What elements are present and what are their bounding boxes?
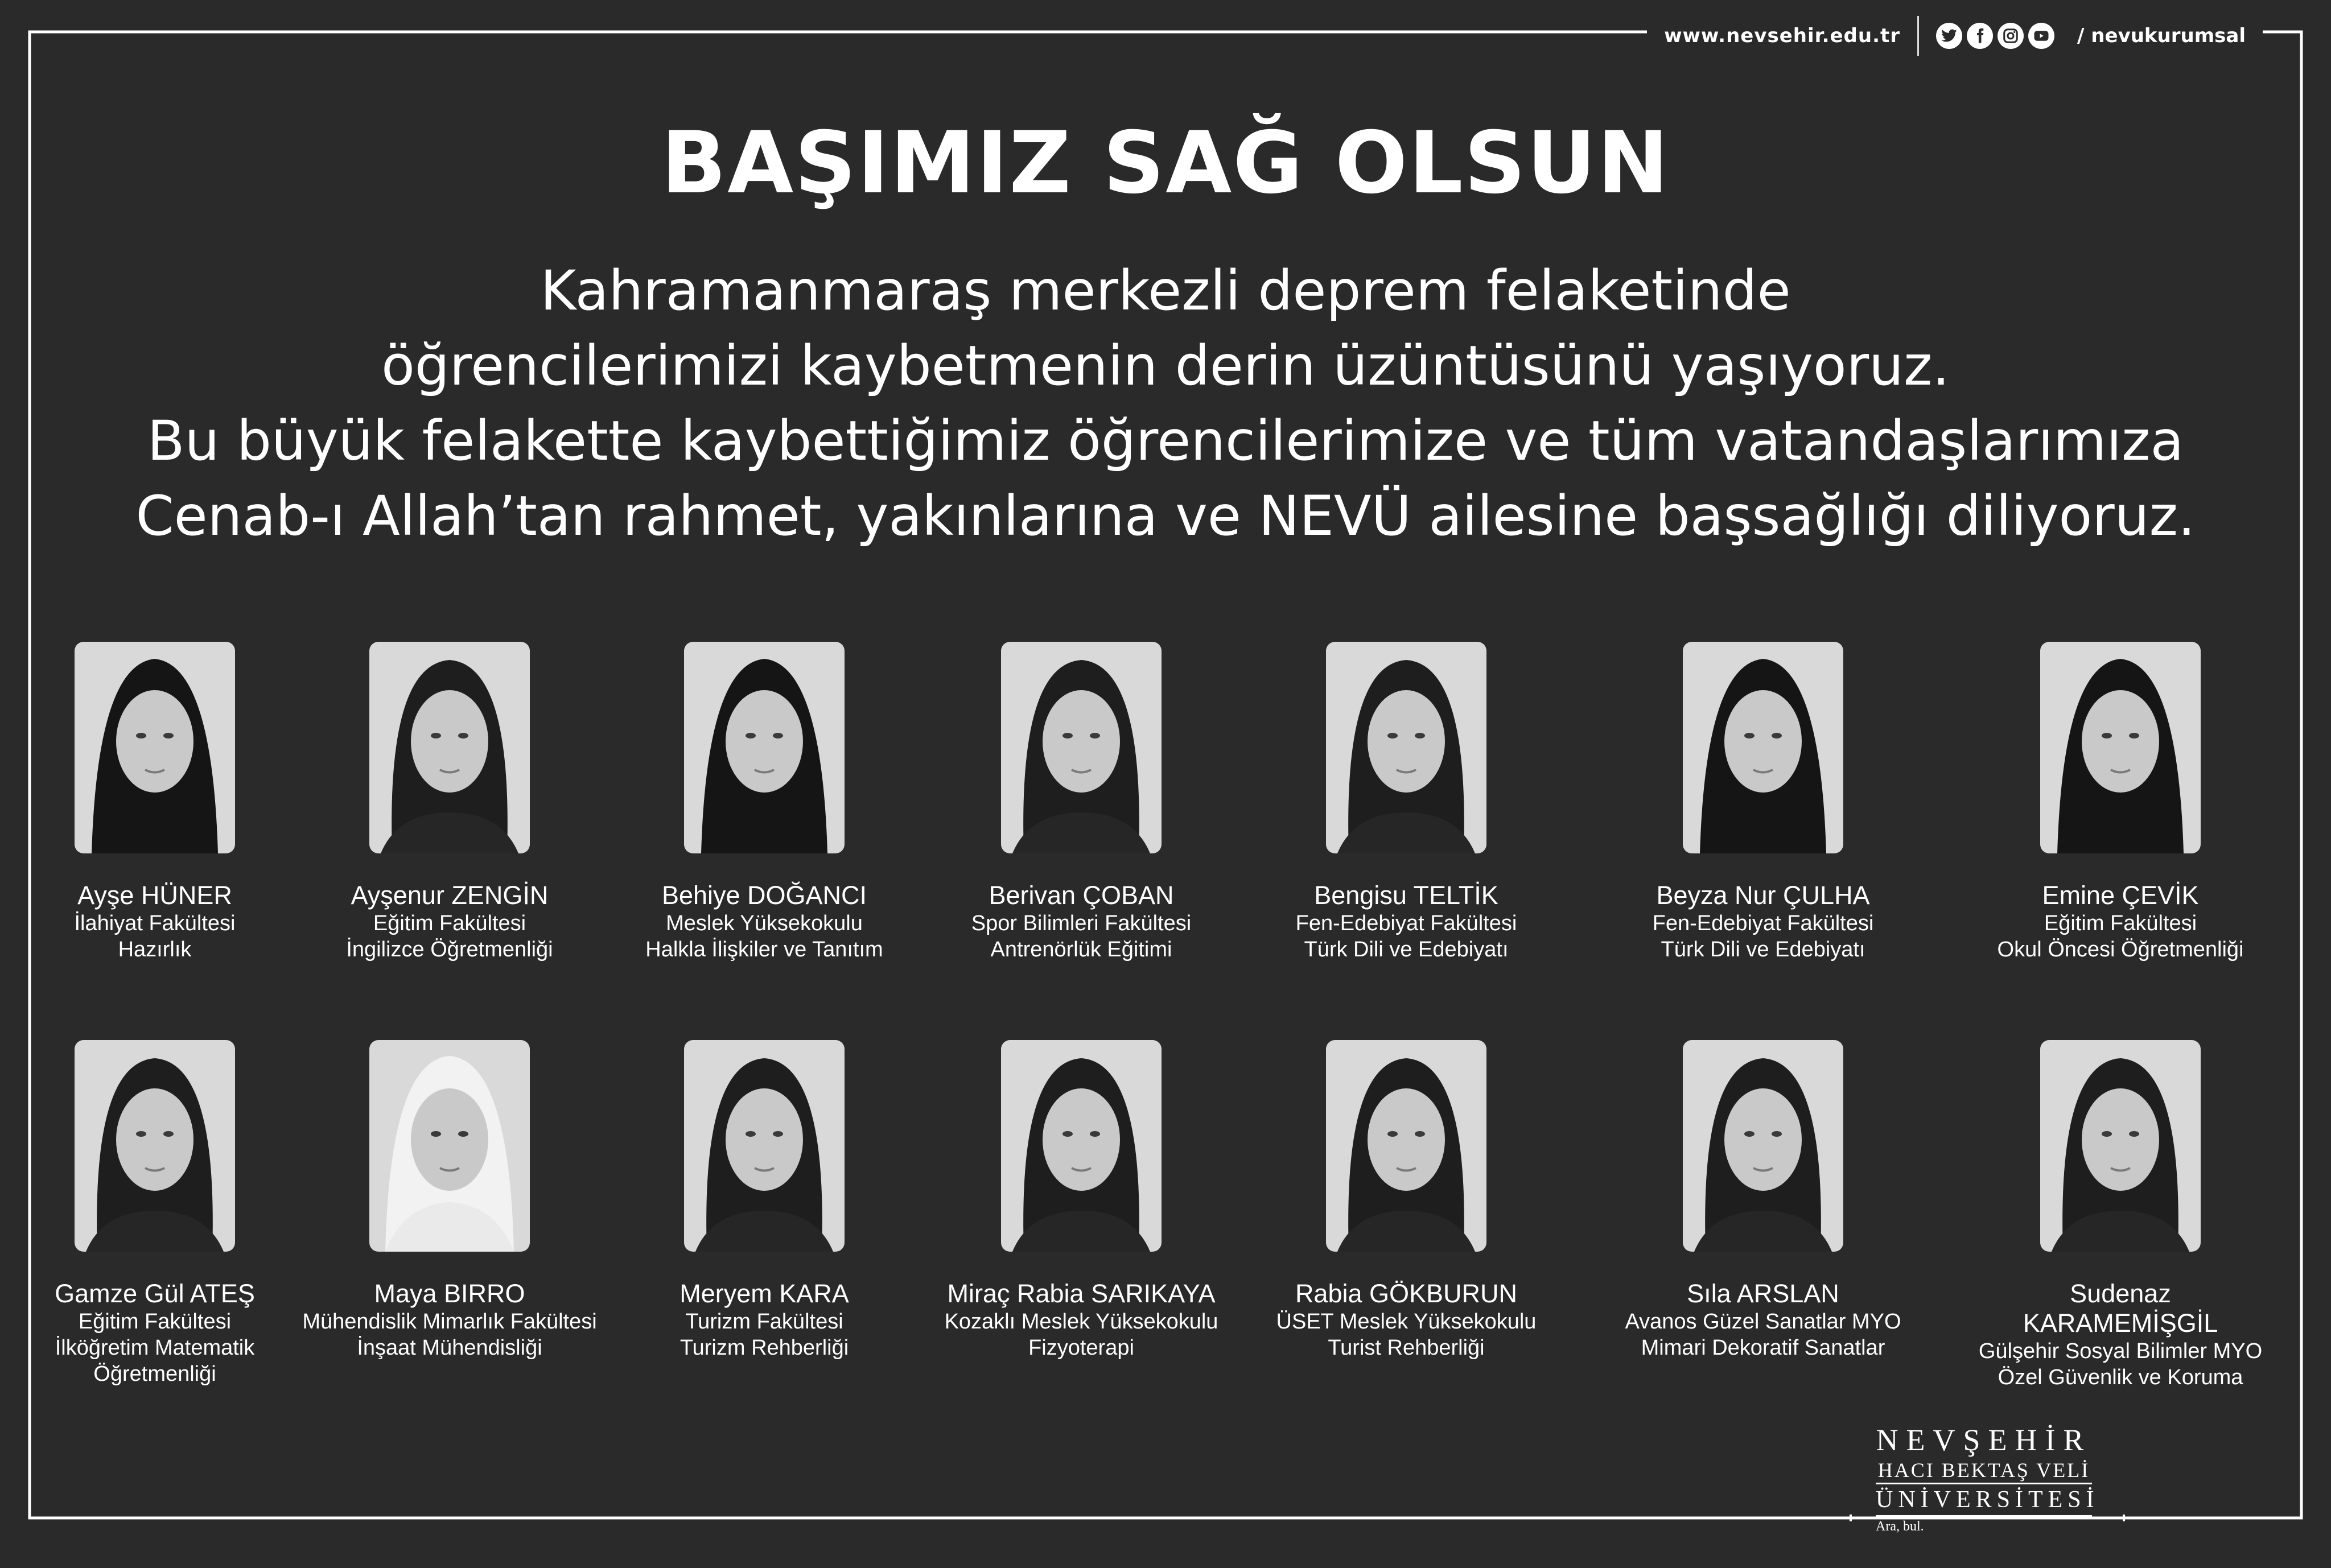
student-name: Miraç Rabia SARIKAYA (947, 1279, 1216, 1308)
student-name: Maya BIRRO (374, 1279, 525, 1308)
student-faculty: Kozaklı Meslek Yüksekokulu (944, 1310, 1218, 1334)
student-card (1972, 1040, 2268, 1390)
student-name: Gamze Gül ATEŞ (55, 1279, 255, 1308)
student-card (616, 1040, 912, 1361)
student-faculty: Eğitim Fakültesi (2044, 911, 2197, 935)
student-department: Öğretmenliği (93, 1362, 216, 1386)
student-department: Hazırlık (118, 938, 192, 962)
student-photo (369, 642, 530, 853)
student-photo (75, 1040, 235, 1252)
student-department: İnşaat Mühendisliği (357, 1336, 542, 1360)
student-faculty: Spor Bilimleri Fakültesi (971, 911, 1192, 935)
student-photo (2040, 1040, 2201, 1252)
student-card (7, 1040, 303, 1387)
student-department: Türk Dili ve Edebiyatı (1304, 938, 1509, 962)
logo-tagline: Ara, bul. (1876, 1519, 1924, 1534)
student-department: Turizm Rehberliği (679, 1336, 849, 1360)
student-department: Mimari Dekoratif Sanatlar (1641, 1336, 1885, 1360)
student-card (302, 1040, 598, 1361)
student-department: Türk Dili ve Edebiyatı (1661, 938, 1865, 962)
condolence-message (0, 253, 2331, 554)
student-name: Ayşe HÜNER (77, 881, 232, 910)
student-name: Berivan ÇOBAN (989, 881, 1174, 910)
student-card (1615, 1040, 1911, 1361)
student-faculty: Gülşehir Sosyal Bilimler MYO (1978, 1339, 2263, 1363)
student-name: Meryem KARA (679, 1279, 849, 1308)
student-name: Beyza Nur ÇULHA (1656, 881, 1870, 910)
facebook-icon[interactable] (1967, 23, 1993, 49)
student-photo (2040, 642, 2201, 853)
student-name: Emine ÇEVİK (2042, 881, 2199, 910)
logo-line: ÜNİVERSİTESİ (1876, 1483, 2092, 1517)
student-department: Okul Öncesi Öğretmenliği (1997, 938, 2244, 962)
message-line: Bu büyük felakette kaybettiğimiz öğrencilerimize ve tüm vatandaşlarımıza (147, 409, 2184, 473)
student-name: Sıla ARSLAN (1687, 1279, 1839, 1308)
student-card (933, 1040, 1229, 1361)
student-photo (1326, 642, 1486, 853)
student-photo (1326, 1040, 1486, 1252)
header-bar (1647, 16, 2263, 56)
student-faculty: ÜSET Meslek Yüksekokulu (1276, 1310, 1537, 1334)
logo-line: HACI BEKTAŞ VELİ (1877, 1459, 2090, 1482)
student-photo (75, 642, 235, 853)
student-card (302, 642, 598, 963)
student-card (7, 642, 303, 963)
student-faculty: İlahiyat Fakültesi (74, 911, 236, 935)
student-name: Ayşenur ZENGİN (351, 881, 549, 910)
student-department: Halkla İlişkiler ve Tanıtım (645, 938, 883, 962)
logo-line: NEVŞEHİR (1876, 1423, 2092, 1457)
student-card (933, 642, 1229, 963)
student-department: Fizyoterapi (1028, 1336, 1134, 1360)
student-name: Sudenaz KARAMEMİŞGİL (2023, 1279, 2218, 1338)
student-photo (1683, 1040, 1843, 1252)
student-department: İlköğretim Matematik (55, 1336, 255, 1360)
student-card (1258, 1040, 1554, 1361)
student-department: Turist Rehberliği (1328, 1336, 1485, 1360)
student-card (1615, 642, 1911, 963)
student-department: İngilizce Öğretmenliği (346, 938, 553, 962)
student-faculty: Mühendislik Mimarlık Fakültesi (302, 1310, 597, 1334)
message-line: öğrencilerimizi kaybetmenin derin üzüntüsünü yaşıyoruz. (381, 334, 1950, 398)
student-faculty: Fen-Edebiyat Fakültesi (1295, 911, 1517, 935)
student-name: Bengisu TELTİK (1314, 881, 1498, 910)
student-faculty: Meslek Yüksekokulu (666, 911, 863, 935)
youtube-icon[interactable] (2028, 23, 2054, 49)
page-title: BAŞIMIZ SAĞ OLSUN (661, 114, 1670, 213)
student-department: Antrenörlük Eğitimi (990, 938, 1172, 962)
student-photo (684, 1040, 845, 1252)
student-name: Behiye DOĞANCI (661, 881, 867, 910)
twitter-icon[interactable] (1936, 23, 1962, 49)
student-photo (1001, 1040, 1162, 1252)
student-department: Özel Güvenlik ve Koruma (1998, 1365, 2243, 1389)
student-card (1972, 642, 2268, 963)
student-card (1258, 642, 1554, 963)
university-logo (1876, 1422, 2099, 1534)
social-icons (1936, 23, 2054, 49)
student-faculty: Eğitim Fakültesi (78, 1310, 232, 1334)
student-faculty: Eğitim Fakültesi (373, 911, 526, 935)
student-photo (1001, 642, 1162, 853)
message-line: Kahramanmaraş merkezli deprem felaketinde (540, 259, 1791, 323)
website-link[interactable]: www.nevsehir.edu.tr (1664, 24, 1901, 47)
student-name: Rabia GÖKBURUN (1295, 1279, 1518, 1308)
student-faculty: Avanos Güzel Sanatlar MYO (1625, 1310, 1901, 1334)
student-photo (1683, 642, 1843, 853)
instagram-icon[interactable] (1998, 23, 2024, 49)
social-handle[interactable]: / nevukurumsal (2077, 24, 2246, 47)
student-photo (369, 1040, 530, 1252)
student-photo (684, 642, 845, 853)
student-faculty: Turizm Fakültesi (685, 1310, 843, 1334)
student-faculty: Fen-Edebiyat Fakültesi (1652, 911, 1874, 935)
message-line: Cenab-ı Allah’tan rahmet, yakınlarına ve NEVÜ ailesine başsağlığı diliyoruz. (135, 484, 2196, 548)
student-card (616, 642, 912, 963)
header-divider (1917, 16, 1919, 56)
